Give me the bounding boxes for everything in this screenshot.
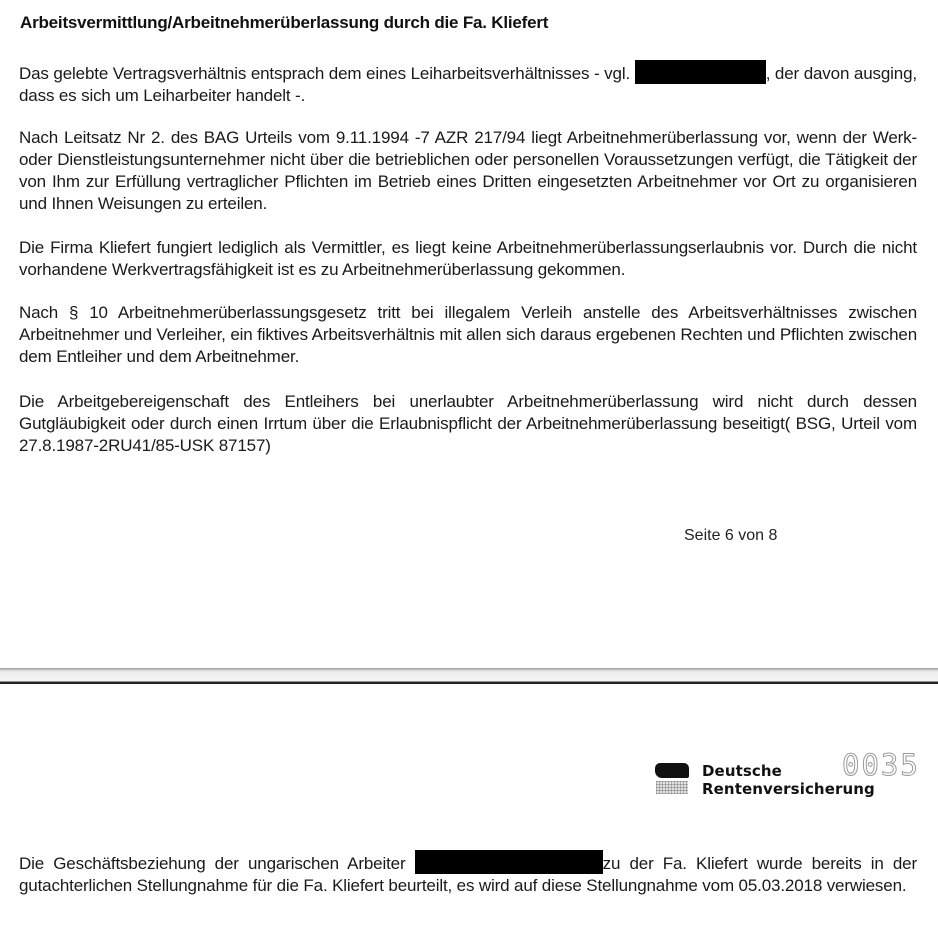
redaction-block	[415, 850, 603, 874]
paragraph-business-relationship	[19, 850, 917, 897]
paragraph-text: , der davon ausging, dass es sich um Leiharbeiter handelt -.	[19, 64, 917, 105]
paragraph-text: Das gelebte Vertragsverhältnis entsprach dem eines Leiharbeitsverhältnisses - vgl.	[19, 64, 635, 83]
paragraph-employer-status: Die Arbeitgebereigenschaft des Entleihers bei unerlaubter Arbeitnehmerüberlassung wird nicht durch dessen Gutgläubigkeit oder durch einen Irrtum über die Erlaubnispflicht der Arbeitnehmerüberlassung beseitigt( BSG, Urteil vom 27.8.1987-2RU41/85-USK 87157)	[19, 392, 917, 455]
logo-line-1: Deutsche	[702, 762, 782, 780]
paragraph-kliefert-intermediary: Die Firma Kliefert fungiert lediglich als Vermittler, es liegt keine Arbeitnehmerüberlassungserlaubnis vor. Durch die nicht vorhandene Werkvertragsfähigkeit ist es zu Arbeitnehmerüberlassung gekommen.	[19, 238, 917, 279]
paragraph-bag-ruling: Nach Leitsatz Nr 2. des BAG Urteils vom 9.11.1994 -7 AZR 217/94 liegt Arbeitnehmerüberlassung vor, wenn der Werk- oder Dienstleistungsunternehmer nicht über die betrieblichen oder personellen Voraussetzungen verfügt, die Tätigkeit der von Ihm zur Erfüllung vertraglicher Pflichten im Betrieb eines Dritten eingesetzten Arbeitnehmer vor Ort zu organisieren und Ihnen Weisungen zu erteilen.	[19, 128, 917, 213]
paragraph-text: zu der Fa. Kliefert wurde bereits in der gutachterlichen Stellungnahme für die Fa. Kliefert beurteilt, es wird auf diese Stellungnahme vom 05.03.2018 verwiesen.	[19, 854, 917, 895]
deutsche-rentenversicherung-logo-icon	[655, 762, 689, 796]
paragraph-contract-relationship	[19, 60, 917, 107]
paragraph-aueg-section-10: Nach § 10 Arbeitnehmerüberlassungsgesetz tritt bei illegalem Verleih anstelle des Arbeitsverhältnisses zwischen Arbeitnehmer und Verleiher, ein fiktives Arbeitsverhältnis mit allen sich daraus ergebenen Rechten und Pflichten zwischen dem Entleiher und dem Arbeitnehmer.	[19, 303, 917, 366]
page-stamp-number: 0035	[842, 748, 920, 782]
page-number: Seite 6 von 8	[684, 527, 778, 544]
paragraph-text: Die Geschäftsbeziehung der ungarischen Arbeiter	[19, 854, 415, 873]
redaction-block	[635, 60, 766, 84]
page-break-divider	[0, 668, 938, 684]
section-title: Arbeitsvermittlung/Arbeitnehmerüberlassung durch die Fa. Kliefert	[20, 13, 549, 32]
logo-line-2: Rentenversicherung	[702, 780, 875, 798]
